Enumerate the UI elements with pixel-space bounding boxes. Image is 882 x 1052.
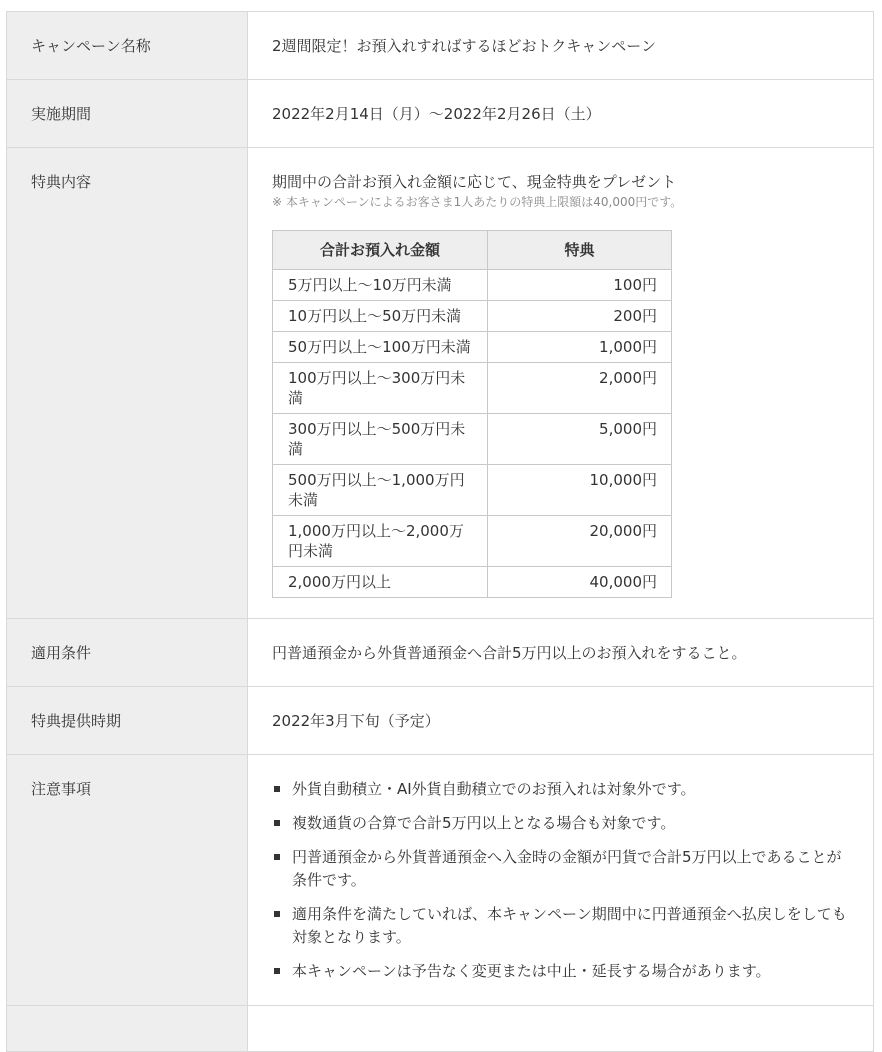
bonus-value: 40,000円 bbox=[488, 567, 672, 598]
table-row bbox=[273, 414, 672, 465]
note-text: 複数通貨の合算で合計5万円以上となる場合も対象です。 bbox=[292, 814, 676, 832]
table-row bbox=[273, 332, 672, 363]
benefit-note: ※ 本キャンペーンによるお客さま1人あたりの特典上限額は40,000円です。 bbox=[272, 195, 683, 209]
deposit-amount: 5万円以上～10万円未満 bbox=[273, 270, 488, 301]
label-next-partial bbox=[7, 1006, 248, 1052]
note-text: 本キャンペーンは予告なく変更または中止・延長する場合があります。 bbox=[292, 962, 771, 980]
row-next-partial bbox=[7, 1006, 874, 1052]
notes-list bbox=[272, 778, 853, 983]
square-bullet-icon bbox=[274, 911, 280, 917]
note-text: 円普通預金から外貨普通預金へ入金時の金額が円貨で合計5万円以上であることが条件です。 bbox=[292, 848, 842, 889]
bonus-value: 1,000円 bbox=[488, 332, 672, 363]
bonus-value: 200円 bbox=[488, 301, 672, 332]
deposit-amount: 50万円以上～100万円未満 bbox=[273, 332, 488, 363]
label-campaign-name: キャンペーン名称 bbox=[7, 12, 248, 80]
bonus-value: 5,000円 bbox=[488, 414, 672, 465]
bonus-table bbox=[272, 230, 672, 598]
row-campaign-name bbox=[7, 12, 874, 80]
bonus-value: 20,000円 bbox=[488, 516, 672, 567]
row-notes bbox=[7, 755, 874, 1006]
list-item bbox=[272, 812, 853, 835]
row-timing bbox=[7, 687, 874, 755]
benefit-lead: 期間中の合計お預入れ金額に応じて、現金特典をプレゼント bbox=[272, 173, 677, 191]
value-next-partial bbox=[248, 1006, 874, 1052]
table-row bbox=[273, 465, 672, 516]
header-bonus: 特典 bbox=[488, 231, 672, 270]
value-timing: 2022年3月下旬（予定） bbox=[248, 687, 874, 755]
list-item bbox=[272, 960, 853, 983]
bonus-table-header bbox=[273, 231, 672, 270]
label-timing: 特典提供時期 bbox=[7, 687, 248, 755]
bonus-value: 2,000円 bbox=[488, 363, 672, 414]
note-text: 外貨自動積立・AI外貨自動積立でのお預入れは対象外です。 bbox=[292, 780, 696, 798]
label-notes: 注意事項 bbox=[7, 755, 248, 1006]
bonus-value: 10,000円 bbox=[488, 465, 672, 516]
deposit-amount: 10万円以上～50万円未満 bbox=[273, 301, 488, 332]
deposit-amount: 1,000万円以上～2,000万円未満 bbox=[273, 516, 488, 567]
row-period bbox=[7, 80, 874, 148]
header-deposit-amount: 合計お預入れ金額 bbox=[273, 231, 488, 270]
campaign-info-table bbox=[6, 11, 874, 1052]
list-item bbox=[272, 778, 853, 801]
list-item bbox=[272, 903, 853, 949]
square-bullet-icon bbox=[274, 820, 280, 826]
label-benefit: 特典内容 bbox=[7, 148, 248, 619]
value-benefit bbox=[248, 148, 874, 619]
value-campaign-name: 2週間限定！お預入れすればするほどおトクキャンペーン bbox=[248, 12, 874, 80]
table-row bbox=[273, 301, 672, 332]
table-row bbox=[273, 567, 672, 598]
row-benefit bbox=[7, 148, 874, 619]
bonus-value: 100円 bbox=[488, 270, 672, 301]
table-row bbox=[273, 363, 672, 414]
campaign-info bbox=[6, 11, 874, 1052]
square-bullet-icon bbox=[274, 968, 280, 974]
note-text: 適用条件を満たしていれば、本キャンペーン期間中に円普通預金へ払戻しをしても対象となります。 bbox=[292, 905, 847, 946]
deposit-amount: 500万円以上～1,000万円未満 bbox=[273, 465, 488, 516]
label-period: 実施期間 bbox=[7, 80, 248, 148]
table-row bbox=[273, 516, 672, 567]
value-notes bbox=[248, 755, 874, 1006]
label-condition: 適用条件 bbox=[7, 619, 248, 687]
deposit-amount: 300万円以上～500万円未満 bbox=[273, 414, 488, 465]
table-row bbox=[273, 270, 672, 301]
value-period: 2022年2月14日（月）～2022年2月26日（土） bbox=[248, 80, 874, 148]
value-condition: 円普通預金から外貨普通預金へ合計5万円以上のお預入れをすること。 bbox=[248, 619, 874, 687]
square-bullet-icon bbox=[274, 854, 280, 860]
list-item bbox=[272, 846, 853, 892]
deposit-amount: 2,000万円以上 bbox=[273, 567, 488, 598]
square-bullet-icon bbox=[274, 786, 280, 792]
row-condition bbox=[7, 619, 874, 687]
deposit-amount: 100万円以上～300万円未満 bbox=[273, 363, 488, 414]
